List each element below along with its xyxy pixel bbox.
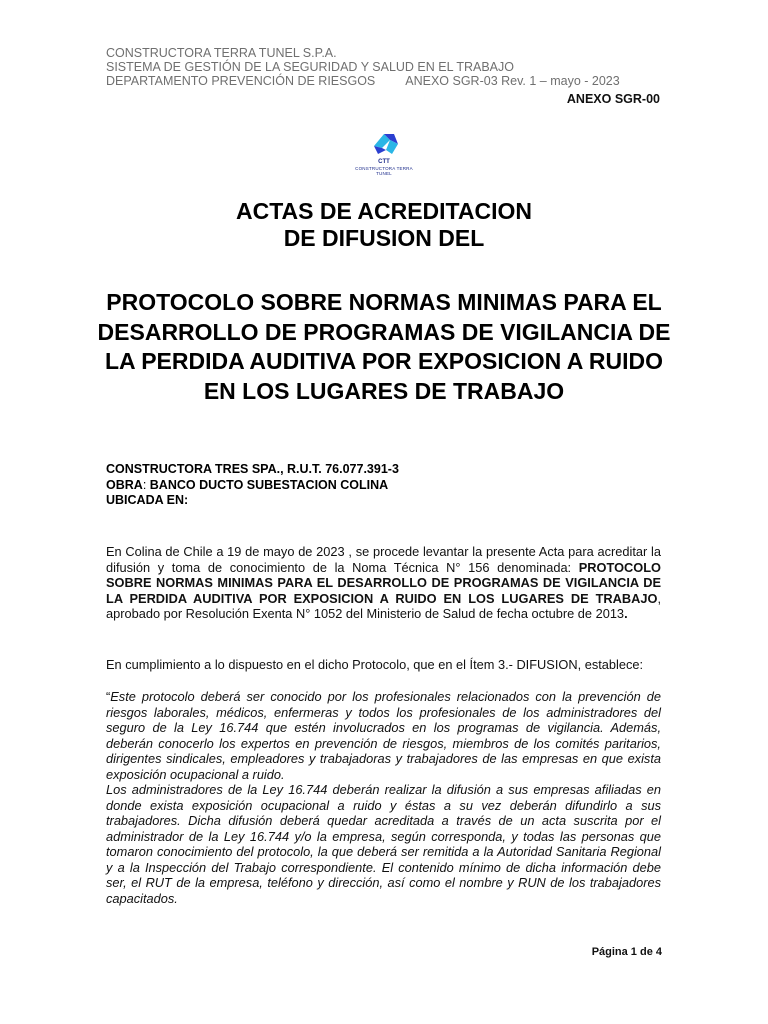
company-logo bbox=[348, 130, 420, 176]
intro-text-b: , aprobado por Resolución Exenta N° 1052 del Ministerio de Salud de fecha octubre de 2013 bbox=[106, 590, 661, 621]
paragraph-intro bbox=[106, 544, 661, 622]
intro-text-a: En Colina de Chile a 19 de mayo de 2023 , se procede levantar la presente Acta para acreditar la difusión y toma de conocimiento de la Noma Técnica N° 156 denominada: bbox=[106, 544, 661, 575]
paragraph-compliance: En cumplimiento a lo dispuesto en el dicho Protocolo, que en el Ítem 3.- DIFUSION, establece: bbox=[106, 657, 644, 672]
quoted-text bbox=[106, 689, 661, 906]
logo-mark-icon bbox=[348, 130, 420, 166]
project-info bbox=[106, 462, 399, 509]
logo-initials: CTT bbox=[378, 159, 390, 165]
header-company: CONSTRUCTORA TERRA TUNEL S.P.A. bbox=[106, 46, 337, 60]
document-header bbox=[106, 46, 620, 88]
protocol-title: PROTOCOLO SOBRE NORMAS MINIMAS PARA EL DESARROLLO DE PROGRAMAS DE VIGILANCIA DE LA PERDIDA AUDITIVA POR EXPOSICION A RUIDO EN LOS LUGARES DE TRABAJO bbox=[97, 289, 671, 404]
quote-part1-line bbox=[106, 689, 661, 782]
quote-open: “ bbox=[106, 689, 111, 704]
header-department: DEPARTAMENTO PREVENCIÓN DE RIESGOS bbox=[106, 74, 376, 88]
ubicada-label: UBICADA EN: bbox=[106, 493, 189, 507]
obra-line bbox=[106, 478, 399, 494]
header-department-line bbox=[106, 74, 620, 88]
intro-protocol-name: PROTOCOLO SOBRE NORMAS MINIMAS PARA EL DESARROLLO DE PROGRAMAS DE VIGILANCIA DE LA PERDIDA AUDITIVA POR EXPOSICION A RUIDO EN LOS LUGARES DE TRABAJO bbox=[106, 559, 661, 606]
intro-text-end: . bbox=[624, 606, 628, 621]
obra-value: BANCO DUCTO SUBESTACION COLINA bbox=[146, 477, 389, 492]
annex-code: ANEXO SGR-00 bbox=[566, 92, 660, 106]
obra-label: OBRA bbox=[106, 477, 143, 492]
page-number: Página 1 de 4 bbox=[591, 946, 662, 958]
header-system: SISTEMA DE GESTIÓN DE LA SEGURIDAD Y SALUD EN EL TRABAJO bbox=[106, 60, 514, 74]
logo-name: CONSTRUCTORA TERRA TUNEL bbox=[355, 166, 413, 176]
obra-sep: : bbox=[142, 477, 147, 492]
title-line1: ACTAS DE ACREDITACION bbox=[235, 198, 532, 224]
company-rut: CONSTRUCTORA TRES SPA., R.U.T. 76.077.391-3 bbox=[106, 462, 399, 476]
title-block bbox=[0, 198, 768, 252]
quote-part1: Este protocolo deberá ser conocido por los profesionales relacionados con la prevención de riesgos laborales, médicos, enfermeras y todos los profesionales de los administradores del seguro de la Ley 16.744 que estén involucrados en los programas de vigilancia. Además, deberán conocerlo los expertos en prevención de riesgos, miembros de los comités paritarios, dirigentes sindicales, empleadores y trabajadoras y trabajadores de las empresas en que exista exposición ocupacional a ruido. bbox=[106, 689, 661, 782]
title-line2: DE DIFUSION DEL bbox=[283, 225, 485, 251]
quote-part2: Los administradores de la Ley 16.744 deberán realizar la difusión a sus empresas afiliadas en donde exista exposición ocupacional a ruido y éstas a su vez deberán difundirlo a sus trabajadores. Dicha difusión deberá quedar acreditada a través de un acta suscrita por el administrador de la Ley 16.744 y/o la empresa, según corresponda, y todas las personas que tomaron conocimiento del protocolo, la que deberá ser remitida a la Autoridad Sanitaria Regional y a la Inspección del Trabajo correspondiente. El contenido mínimo de dicha información debe ser, el RUT de la empresa, teléfono y dirección, así como el nombre y RUN de los trabajadores capacitados. bbox=[106, 782, 661, 906]
header-annex: ANEXO SGR-03 Rev. 1 – mayo - 2023 bbox=[405, 74, 620, 88]
